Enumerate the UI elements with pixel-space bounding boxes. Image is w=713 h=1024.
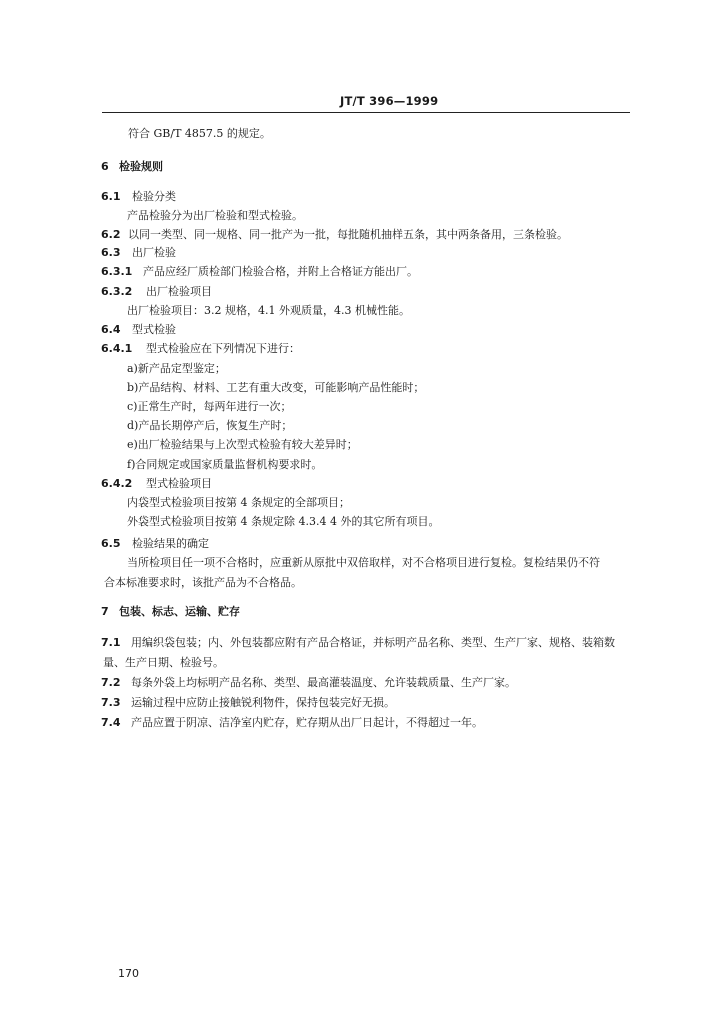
clause-number: 6.5 [101, 537, 121, 550]
text-line: 外袋型式检验项目按第 4 条规定除 4.3.4 4 外的其它所有项目。 [127, 515, 440, 528]
clause-title: 型式检验项目 [146, 477, 212, 490]
text-line: 量、生产日期、检验号。 [103, 656, 224, 669]
clause-text: 用编织袋包装；内、外包装都应附有产品合格证，并标明产品名称、类型、生产厂家、规格、装箱数 [131, 636, 615, 649]
clause-title: 型式检验 [132, 323, 176, 336]
clause-number: 6.4 [101, 323, 121, 336]
text-line: 符合 GB/T 4857.5 的规定。 [128, 127, 271, 140]
clause-number: 7.4 [101, 716, 121, 729]
header-rule [102, 112, 630, 113]
clause-number: 7.1 [101, 636, 121, 649]
clause-title: 出厂检验项目 [146, 285, 212, 298]
list-item: f)合同规定或国家质量监督机构要求时。 [127, 458, 323, 471]
section-number: 7 [101, 605, 109, 618]
clause-number: 6.4.1 [101, 342, 133, 355]
page-number: 170 [118, 967, 139, 980]
list-item: b)产品结构、材料、工艺有重大改变，可能影响产品性能时； [127, 381, 425, 394]
text-line: 内袋型式检验项目按第 4 条规定的全部项目； [127, 496, 350, 509]
clause-text: 每条外袋上均标明产品名称、类型、最高灌装温度、允许装载质量、生产厂家。 [131, 676, 516, 689]
section-title: 检验规则 [119, 160, 163, 173]
text-line: 产品检验分为出厂检验和型式检验。 [127, 209, 303, 222]
section-title: 包装、标志、运输、贮存 [119, 605, 240, 618]
section-number: 6 [101, 160, 109, 173]
clause-title: 检验分类 [132, 190, 176, 203]
clause-text: 产品应置于阴凉、洁净室内贮存，贮存期从出厂日起计，不得超过一年。 [131, 716, 483, 729]
list-item: c)正常生产时，每两年进行一次； [127, 400, 292, 413]
list-item: d)产品长期停产后，恢复生产时； [127, 419, 293, 432]
clause-text: 产品应经厂质检部门检验合格，并附上合格证方能出厂。 [143, 265, 418, 278]
clause-number: 7.3 [101, 696, 121, 709]
clause-number: 6.3.1 [101, 265, 133, 278]
clause-text: 型式检验应在下列情况下进行： [146, 342, 300, 355]
clause-text: 以同一类型、同一规格、同一批产为一批，每批随机抽样五条，其中两条备用，三条检验。 [128, 228, 568, 241]
clause-number: 6.4.2 [101, 477, 133, 490]
clause-number: 6.1 [101, 190, 121, 203]
text-line: 出厂检验项目：3.2 规格，4.1 外观质量，4.3 机械性能。 [127, 304, 410, 317]
text-line: 合本标准要求时，该批产品为不合格品。 [104, 576, 302, 589]
clause-title: 出厂检验 [132, 246, 176, 259]
clause-number: 6.3 [101, 246, 121, 259]
clause-title: 检验结果的确定 [132, 537, 209, 550]
clause-number: 7.2 [101, 676, 121, 689]
list-item: e)出厂检验结果与上次型式检验有较大差异时； [127, 438, 358, 451]
text-line: 当所检项目任一项不合格时，应重新从原批中双倍取样，对不合格项目进行复检。复检结果仍不符 [127, 556, 600, 569]
standard-code-header: JT/T 396—1999 [340, 94, 439, 108]
clause-number: 6.3.2 [101, 285, 133, 298]
list-item: a)新产品定型鉴定； [127, 362, 226, 375]
clause-text: 运输过程中应防止接触锐利物件，保持包装完好无损。 [131, 696, 395, 709]
clause-number: 6.2 [101, 228, 121, 241]
